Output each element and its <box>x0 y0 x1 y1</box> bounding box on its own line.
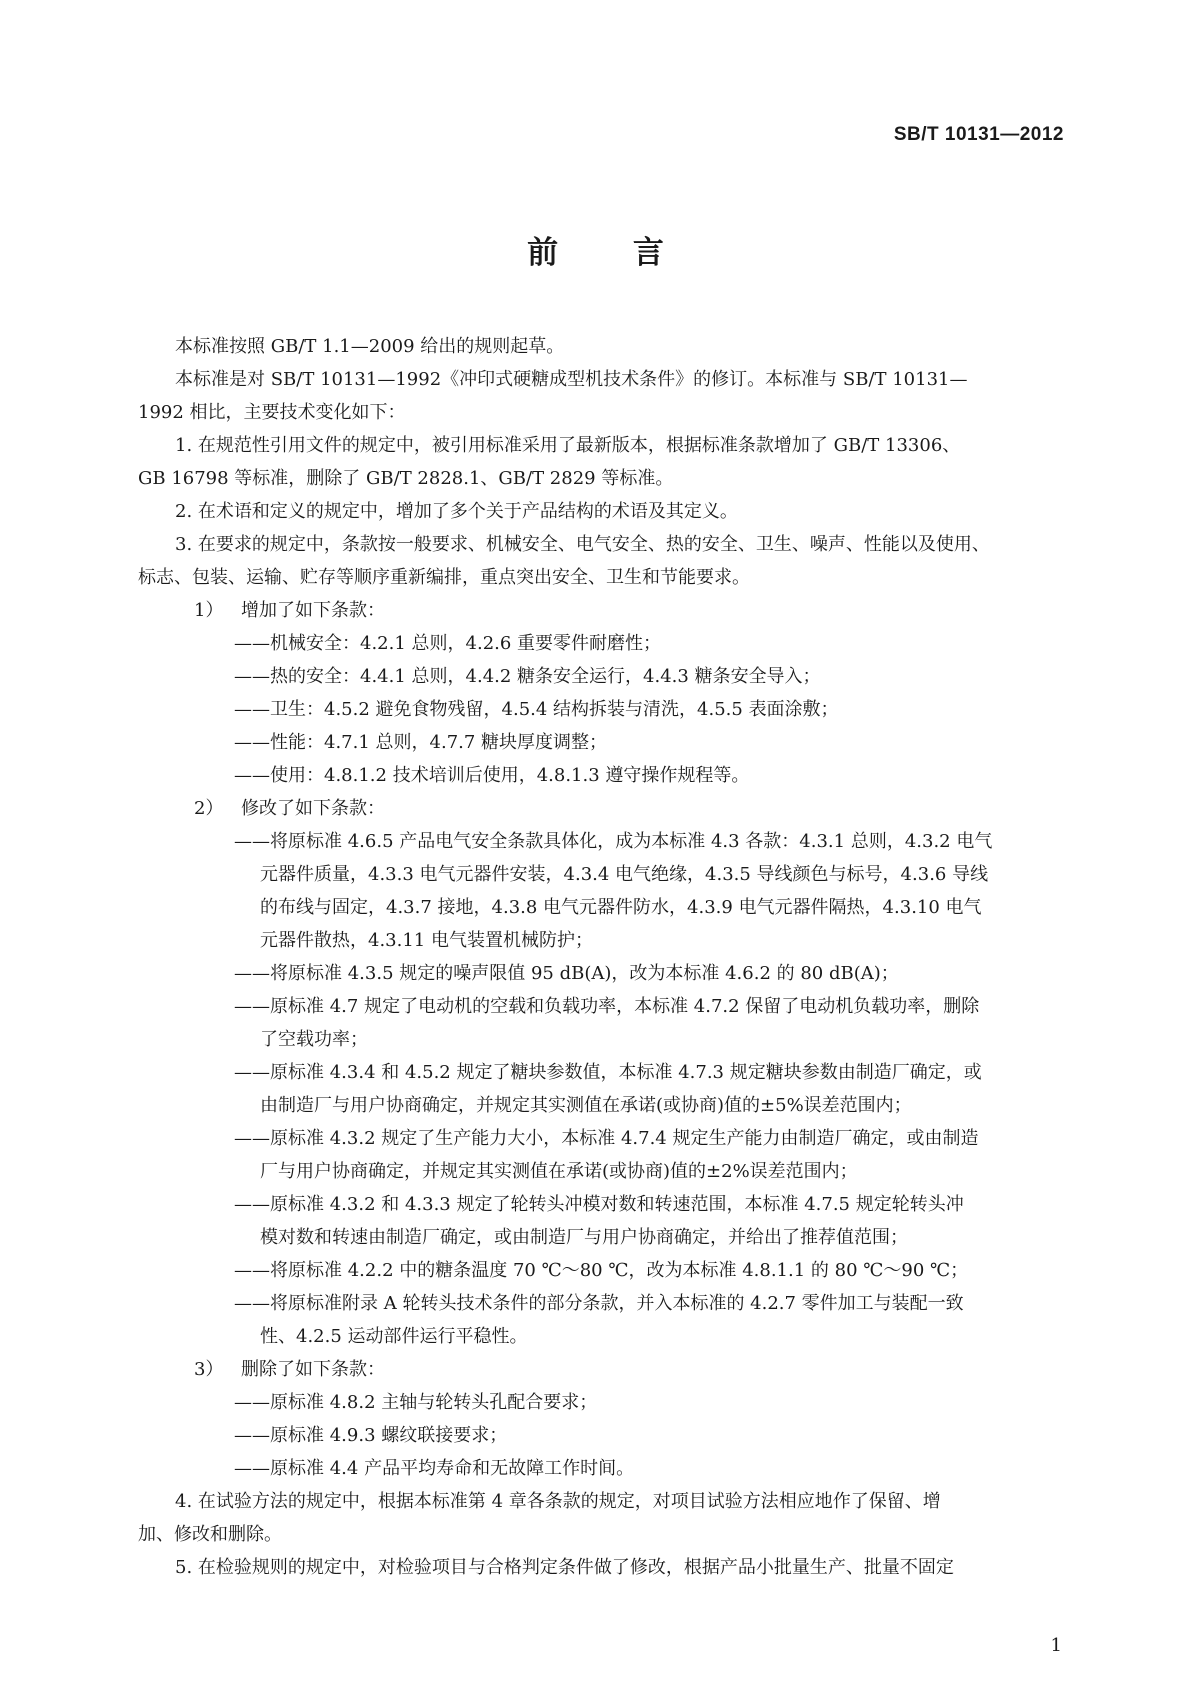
text-line <box>138 1485 1063 1518</box>
text-line <box>138 396 1063 429</box>
text-line <box>138 594 1063 627</box>
list-number: 3） <box>194 1359 224 1380</box>
line-text: ——将原标准 4.3.5 规定的噪声限值 95 dB(A)，改为本标准 4.6.2 的 80 dB(A)； <box>234 963 899 984</box>
text-line <box>138 1320 1063 1353</box>
line-text: ——原标准 4.9.3 螺纹联接要求； <box>234 1425 508 1446</box>
text-line <box>138 1419 1063 1452</box>
line-text: 标志、包装、运输、贮存等顺序重新编排，重点突出安全、卫生和节能要求。 <box>138 567 750 588</box>
text-line <box>138 429 1063 462</box>
line-text: GB 16798 等标准，删除了 GB/T 2828.1、GB/T 2829 等标准。 <box>138 468 674 489</box>
list-number: 1） <box>194 600 224 621</box>
line-text: ——原标准 4.8.2 主轴与轮转头孔配合要求； <box>234 1392 598 1413</box>
text-line <box>138 924 1063 957</box>
page-title: 前 言 <box>527 235 696 271</box>
line-text: ——性能：4.7.1 总则，4.7.7 糖块厚度调整； <box>234 732 608 753</box>
text-line <box>138 1353 1063 1386</box>
text-line <box>138 1452 1063 1485</box>
line-text: ——将原标准 4.2.2 中的糖条温度 70 ℃～80 ℃，改为本标准 4.8.1.1 的 80 ℃～90 ℃； <box>234 1260 969 1281</box>
line-text: ——将原标准附录 A 轮转头技术条件的部分条款，并入本标准的 4.2.7 零件加工与装配一致 <box>234 1293 964 1314</box>
text-line <box>138 495 1063 528</box>
text-line <box>138 1056 1063 1089</box>
line-text: 的布线与固定，4.3.7 接地，4.3.8 电气元器件防水，4.3.9 电气元器件隔热，4.3.10 电气 <box>260 897 982 918</box>
line-text: ——将原标准 4.6.5 产品电气安全条款具体化，成为本标准 4.3 各款：4.3.1 总则，4.3.2 电气 <box>234 831 993 852</box>
line-text: 3. 在要求的规定中，条款按一般要求、机械安全、电气安全、热的安全、卫生、噪声、性能以及使用、 <box>175 534 990 555</box>
text-line <box>138 1221 1063 1254</box>
text-line <box>138 1122 1063 1155</box>
line-text: ——机械安全：4.2.1 总则，4.2.6 重要零件耐磨性； <box>234 633 662 654</box>
line-text: 由制造厂与用户协商确定，并规定其实测值在承诺(或协商)值的±5%误差范围内； <box>260 1095 912 1116</box>
text-line <box>138 957 1063 990</box>
line-text: 修改了如下条款： <box>241 798 385 819</box>
line-text: ——原标准 4.4 产品平均寿命和无故障工作时间。 <box>234 1458 635 1479</box>
text-line <box>138 825 1063 858</box>
line-text: ——原标准 4.7 规定了电动机的空载和负载功率，本标准 4.7.2 保留了电动机负载功率，删除 <box>234 996 980 1017</box>
line-text: ——原标准 4.3.2 和 4.3.3 规定了轮转头冲模对数和转速范围，本标准 4.7.5 规定轮转头冲 <box>234 1194 964 1215</box>
line-text: 2. 在术语和定义的规定中，增加了多个关于产品结构的术语及其定义。 <box>175 501 738 522</box>
text-line <box>138 1254 1063 1287</box>
text-line <box>138 858 1063 891</box>
line-text: 加、修改和删除。 <box>138 1524 282 1545</box>
line-text: 元器件散热，4.3.11 电气装置机械防护； <box>260 930 593 951</box>
text-line <box>138 990 1063 1023</box>
text-line <box>138 891 1063 924</box>
line-text: 本标准是对 SB/T 10131—1992《冲印式硬糖成型机技术条件》的修订。本标准与 SB/T 10131— <box>175 369 968 390</box>
text-line <box>138 561 1063 594</box>
text-line <box>138 363 1063 396</box>
text-line <box>138 1155 1063 1188</box>
line-text: 4. 在试验方法的规定中，根据本标准第 4 章各条款的规定，对项目试验方法相应地作了保留、增 <box>175 1491 941 1512</box>
text-line <box>138 1287 1063 1320</box>
text-line <box>138 693 1063 726</box>
line-text: ——原标准 4.3.4 和 4.5.2 规定了糖块参数值，本标准 4.7.3 规定糖块参数由制造厂确定，或 <box>234 1062 982 1083</box>
line-text: 5. 在检验规则的规定中，对检验项目与合格判定条件做了修改，根据产品小批量生产、批量不固定 <box>175 1557 954 1578</box>
text-line <box>138 792 1063 825</box>
text-line <box>138 330 1063 363</box>
line-text: ——热的安全：4.4.1 总则，4.4.2 糖条安全运行，4.4.3 糖条安全导入； <box>234 666 821 687</box>
text-line <box>138 1518 1063 1551</box>
text-line <box>138 1089 1063 1122</box>
line-text: 了空载功率； <box>260 1029 368 1050</box>
text-line <box>138 1551 1063 1584</box>
text-line <box>138 1386 1063 1419</box>
line-text: 增加了如下条款： <box>241 600 385 621</box>
line-text: ——卫生：4.5.2 避免食物残留，4.5.4 结构拆装与清洗，4.5.5 表面涂敷； <box>234 699 839 720</box>
line-text: 元器件质量，4.3.3 电气元器件安装，4.3.4 电气绝缘，4.3.5 导线颜色与标号，4.3.6 导线 <box>260 864 989 885</box>
line-text: 本标准按照 GB/T 1.1—2009 给出的规则起草。 <box>175 336 565 357</box>
line-text: 删除了如下条款： <box>241 1359 385 1380</box>
line-text: ——原标准 4.3.2 规定了生产能力大小，本标准 4.7.4 规定生产能力由制造厂确定，或由制造 <box>234 1128 979 1149</box>
body-text <box>138 330 1063 1584</box>
text-line <box>138 462 1063 495</box>
text-line <box>138 759 1063 792</box>
text-line <box>138 1188 1063 1221</box>
line-text: 厂与用户协商确定，并规定其实测值在承诺(或协商)值的±2%误差范围内； <box>260 1161 858 1182</box>
line-text: 模对数和转速由制造厂确定，或由制造厂与用户协商确定，并给出了推荐值范围； <box>260 1227 908 1248</box>
text-line <box>138 726 1063 759</box>
page-number: 1 <box>1050 1635 1062 1656</box>
line-text: 性、4.2.5 运动部件运行平稳性。 <box>260 1326 528 1347</box>
text-line <box>138 528 1063 561</box>
line-text: 1. 在规范性引用文件的规定中，被引用标准采用了最新版本，根据标准条款增加了 GB/T 13306、 <box>175 435 961 456</box>
document-code: SB/T 10131—2012 <box>893 124 1064 145</box>
text-line <box>138 1023 1063 1056</box>
line-text: 1992 相比，主要技术变化如下： <box>138 402 406 423</box>
text-line <box>138 660 1063 693</box>
list-number: 2） <box>194 798 224 819</box>
line-text: ——使用：4.8.1.2 技术培训后使用，4.8.1.3 遵守操作规程等。 <box>234 765 750 786</box>
text-line <box>138 627 1063 660</box>
